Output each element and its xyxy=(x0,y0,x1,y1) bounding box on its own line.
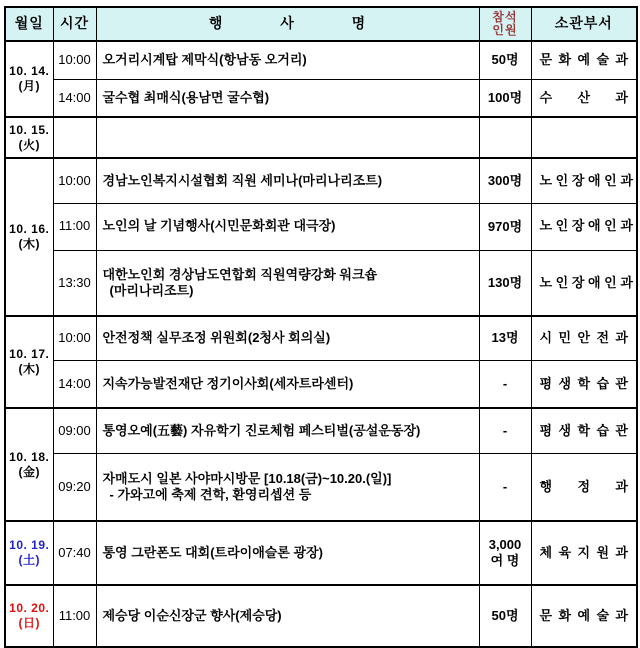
header-date: 월일 xyxy=(5,7,53,41)
table-row xyxy=(5,250,637,316)
header-department: 소관부서 xyxy=(531,7,637,41)
attendance-cell xyxy=(479,250,531,316)
date-line1: 10. 18. xyxy=(9,449,50,464)
attendance-cell xyxy=(479,79,531,117)
schedule-table-container xyxy=(4,6,638,648)
attendance-value: 100명 xyxy=(487,89,523,105)
table-row xyxy=(5,79,637,117)
header-attendance xyxy=(479,7,531,41)
header-attendance-line2: 인원 xyxy=(492,23,518,37)
department-cell: 체 육 지 원 과 xyxy=(531,521,637,585)
header-time: 시간 xyxy=(53,7,96,41)
attendance-cell xyxy=(479,41,531,79)
department-cell: 행 정 과 xyxy=(531,453,637,521)
header-event: 행 사 명 xyxy=(96,7,479,41)
event-line1: 오거리시계탑 제막식(항남동 오거리) xyxy=(102,52,307,68)
event-line1: 통영 그란폰도 대회(트라이애슬론 광장) xyxy=(102,544,323,560)
date-cell xyxy=(5,585,53,647)
header-attendance-line1: 참석 xyxy=(492,10,518,24)
event-cell xyxy=(96,521,479,585)
table-row xyxy=(5,521,637,585)
event-cell xyxy=(96,408,479,453)
department-cell: 문 화 예 술 과 xyxy=(531,585,637,647)
date-cell xyxy=(5,316,53,408)
date-cell xyxy=(5,117,53,158)
event-cell xyxy=(96,453,479,521)
time-cell: 14:00 xyxy=(53,79,96,117)
attendance-cell xyxy=(479,117,531,158)
event-line1: 경남노인복지시설협회 직원 세미나(마리나리조트) xyxy=(102,172,383,188)
date-line1: 10. 15. xyxy=(9,122,50,137)
time-cell: 10:00 xyxy=(53,41,96,79)
event-line1: 안전정책 실무조정 위원회(2청사 회의실) xyxy=(102,330,331,346)
date-cell xyxy=(5,521,53,585)
department-cell: 노 인 장 애 인 과 xyxy=(531,203,637,250)
time-cell: 10:00 xyxy=(53,158,96,203)
event-line1: 제승당 이순신장군 향사(제승당) xyxy=(102,607,282,623)
attendance-value: - xyxy=(502,422,508,438)
attendance-cell xyxy=(479,158,531,203)
event-cell xyxy=(96,203,479,250)
department-cell: 평 생 학 습 관 xyxy=(531,360,637,408)
time-cell: 11:00 xyxy=(53,585,96,647)
table-row xyxy=(5,316,637,360)
date-cell xyxy=(5,158,53,316)
event-cell xyxy=(96,250,479,316)
event-line1: 대한노인회 경상남도연합회 직원역량강화 워크숍 xyxy=(102,266,378,282)
attendance-value: 3,000 xyxy=(488,537,522,552)
attendance-cell xyxy=(479,360,531,408)
attendance-value: - xyxy=(502,375,508,391)
attendance-cell xyxy=(479,408,531,453)
date-line1: 10. 17. xyxy=(9,347,50,361)
time-cell: 11:00 xyxy=(53,203,96,250)
department-cell: 시 민 안 전 과 xyxy=(531,316,637,360)
time-cell: 07:40 xyxy=(53,521,96,585)
event-line1: 통영오예(五藝) 자유학기 진로체험 페스티벌(공설운동장) xyxy=(102,422,421,438)
table-row xyxy=(5,408,637,453)
date-line1: 10. 20. xyxy=(9,601,50,615)
attendance-value: 50명 xyxy=(491,52,519,68)
attendance-value: 50명 xyxy=(491,608,519,623)
attendance-value-line2: 여 명 xyxy=(490,553,520,568)
event-cell xyxy=(96,41,479,79)
table-row xyxy=(5,158,637,203)
department-cell xyxy=(531,117,637,158)
time-cell: 09:00 xyxy=(53,408,96,453)
event-line1: 굴수협 최매식(용남면 굴수협) xyxy=(102,89,270,105)
date-line2: (木) xyxy=(18,362,40,376)
attendance-value: - xyxy=(502,478,508,494)
attendance-cell xyxy=(479,203,531,250)
table-row xyxy=(5,203,637,250)
event-line2: (마리나리조트) xyxy=(109,282,194,298)
department-cell: 문 화 예 술 과 xyxy=(531,41,637,79)
date-line2: (日) xyxy=(18,616,40,630)
attendance-cell xyxy=(479,316,531,360)
attendance-value: 13명 xyxy=(491,330,519,346)
event-cell xyxy=(96,360,479,408)
time-cell: 09:20 xyxy=(53,453,96,521)
date-line2: (土) xyxy=(18,553,40,567)
date-cell xyxy=(5,408,53,521)
table-row xyxy=(5,360,637,408)
date-line2: (木) xyxy=(18,237,40,251)
date-line2: (金) xyxy=(18,464,40,479)
date-line1: 10. 14. xyxy=(9,64,50,78)
department-cell: 평 생 학 습 관 xyxy=(531,408,637,453)
table-row xyxy=(5,585,637,647)
date-line1: 10. 16. xyxy=(9,222,50,236)
schedule-table xyxy=(4,6,638,648)
attendance-value: 970명 xyxy=(487,218,523,234)
table-row xyxy=(5,41,637,79)
attendance-cell xyxy=(479,521,531,585)
event-line1: 지속가능발전재단 정기이사회(세자트라센터) xyxy=(102,375,354,391)
time-cell: 13:30 xyxy=(53,250,96,316)
time-cell: 10:00 xyxy=(53,316,96,360)
department-cell: 노 인 장 애 인 과 xyxy=(531,250,637,316)
time-cell xyxy=(53,117,96,158)
attendance-cell xyxy=(479,585,531,647)
attendance-value: 300명 xyxy=(487,172,523,188)
event-cell xyxy=(96,79,479,117)
date-line2: (月) xyxy=(18,79,40,93)
table-header xyxy=(5,7,637,41)
department-cell: 수 산 과 xyxy=(531,79,637,117)
event-line1: 자매도시 일본 사야마시방문 [10.18(금)~10.20.(일)] xyxy=(102,470,392,486)
table-row xyxy=(5,453,637,521)
date-line2: (火) xyxy=(18,137,40,152)
event-cell xyxy=(96,585,479,647)
event-cell xyxy=(96,158,479,203)
time-cell: 14:00 xyxy=(53,360,96,408)
event-cell xyxy=(96,117,479,158)
table-row xyxy=(5,117,637,158)
attendance-value: 130명 xyxy=(487,274,523,290)
date-line1: 10. 19. xyxy=(9,538,50,552)
event-line1: 노인의 날 기념행사(시민문화회관 대극장) xyxy=(102,218,336,234)
event-line2: - 가와고에 축제 견학, 환영리셉션 등 xyxy=(109,486,312,502)
event-cell xyxy=(96,316,479,360)
date-cell xyxy=(5,41,53,117)
attendance-cell xyxy=(479,453,531,521)
department-cell: 노 인 장 애 인 과 xyxy=(531,158,637,203)
